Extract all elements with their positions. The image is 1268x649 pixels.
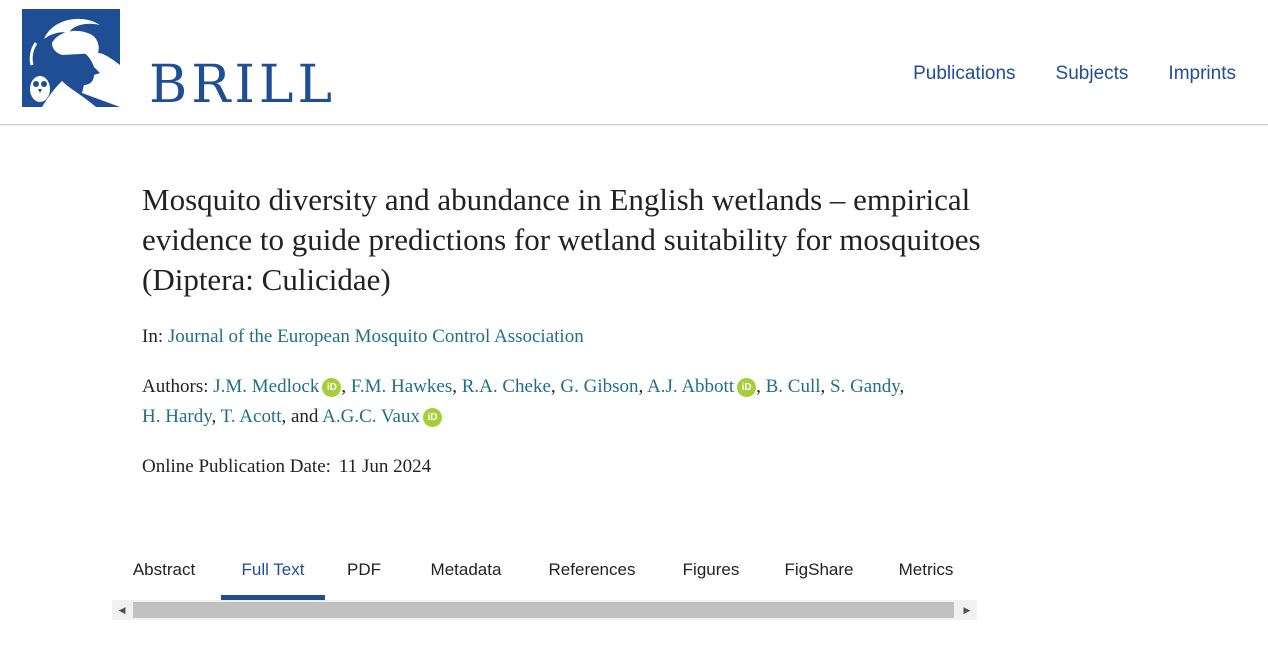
authors-label: Authors: [142, 376, 209, 397]
authors-and: and [291, 406, 319, 427]
orcid-icon[interactable]: iD [423, 408, 442, 427]
tabs-horizontal-scrollbar[interactable] [112, 600, 977, 620]
nav-publications[interactable]: Publications [913, 63, 1016, 84]
author-link-gandy[interactable]: S. Gandy [830, 376, 900, 397]
date-value: 11 Jun 2024 [338, 456, 432, 477]
brand-wordmark[interactable]: BRILL [149, 55, 336, 115]
athena-logo-graphic [22, 9, 120, 107]
author-link-abbott[interactable]: A.J. Abbott [647, 376, 735, 397]
author-link-cheke[interactable]: R.A. Cheke [461, 376, 551, 397]
publication-date-line [142, 452, 992, 482]
authors-line: Authors: J.M. Medlock iD , F.M. Hawkes, R.A. Cheke, G. Gibson, A.J. Abbott iD , B. Cull, S. Gandy, H. Hardy, T. Acott, and A.G.C. Vaux iD [142, 376, 905, 427]
author-link-hardy[interactable]: H. Hardy [142, 406, 212, 427]
scrollbar-thumb[interactable] [133, 602, 954, 618]
author-link-medlock[interactable]: J.M. Medlock [213, 376, 320, 397]
scroll-left-arrow-icon[interactable]: ◀ [118, 605, 126, 615]
tab-full-text[interactable]: Full Text [221, 545, 325, 600]
journal-link[interactable]: Journal of the European Mosquito Control Association [167, 326, 584, 347]
athena-helmet-owl-logo[interactable] [22, 9, 120, 107]
tab-metrics[interactable]: Metrics [898, 560, 954, 579]
tab-metadata[interactable]: Metadata [430, 560, 502, 579]
main-nav [913, 63, 1236, 85]
author-link-acott[interactable]: T. Acott [220, 406, 282, 427]
author-link-vaux[interactable]: A.G.C. Vaux [322, 406, 420, 427]
article-title: Mosquito diversity and abundance in English wetlands – empirical evidence to guide predictions for wetland suitability for mosquitoes (Diptera: Culicidae) [142, 182, 981, 297]
nav-imprints[interactable]: Imprints [1168, 63, 1236, 84]
author-link-gibson[interactable]: G. Gibson [560, 376, 639, 397]
tab-figures[interactable]: Figures [682, 560, 740, 579]
orcid-icon[interactable]: iD [322, 378, 341, 397]
orcid-icon[interactable]: iD [737, 378, 756, 397]
tab-abstract[interactable]: Abstract [132, 560, 196, 579]
article-tabs [112, 545, 977, 600]
tab-references[interactable]: References [548, 560, 636, 579]
author-link-hawkes[interactable]: F.M. Hawkes [350, 376, 453, 397]
journal-line [142, 322, 992, 352]
date-label: Online Publication Date: [142, 456, 331, 477]
tab-pdf[interactable]: PDF [347, 560, 381, 579]
site-header [0, 0, 1268, 125]
tab-figshare[interactable]: FigShare [784, 560, 854, 579]
author-link-cull[interactable]: B. Cull [765, 376, 821, 397]
in-label: In: [142, 326, 164, 347]
nav-subjects[interactable]: Subjects [1055, 63, 1129, 84]
scroll-right-arrow-icon[interactable]: ▶ [963, 605, 971, 615]
